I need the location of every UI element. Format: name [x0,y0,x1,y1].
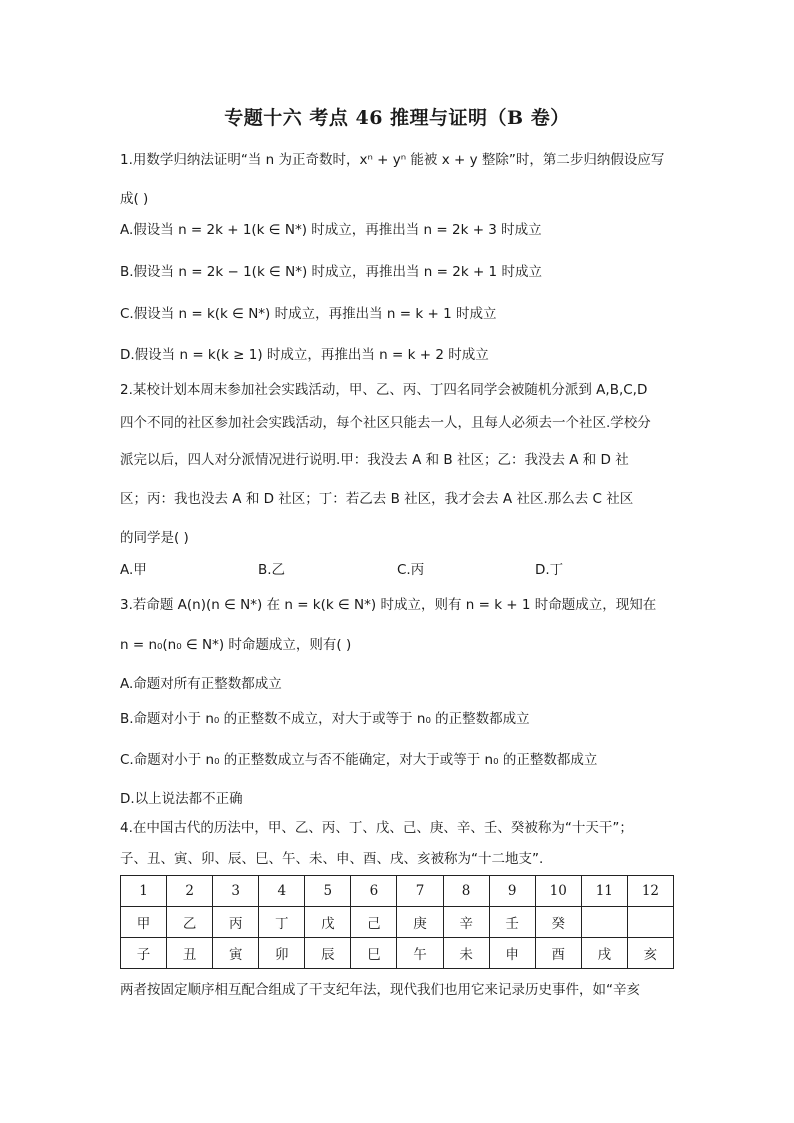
q3-option-d: D.以上说法都不正确 [120,791,243,807]
table-cell: 12 [627,876,673,907]
table-cell: 辛 [443,907,489,938]
q2-option-a: A.甲 [120,562,147,578]
table-cell: 丙 [213,907,259,938]
q1-option-d: D.假设当 n = k(k ≥ 1) 时成立，再推出当 n = k + 2 时成立 [120,347,489,363]
table-cell: 寅 [213,938,259,969]
q2-stem-line-4: 区；丙：我也没去 A 和 D 社区；丁：若乙去 B 社区，我才会去 A 社区.那么去 C 社区 [120,491,634,507]
q3-option-a: A.命题对所有正整数都成立 [120,676,282,692]
table-cell: 11 [581,876,627,907]
q1-stem-line-1: 1.用数学归纳法证明“当 n 为正奇数时，xⁿ + yⁿ 能被 x + y 整除”时，第二步归纳假设应写 [120,152,665,168]
table-cell: 甲 [121,907,167,938]
q2-stem-line-1: 2.某校计划本周末参加社会实践活动，甲、乙、丙、丁四名同学会被随机分派到 A,B,C,D [120,382,648,398]
q4-after-table-line: 两者按固定顺序相互配合组成了干支纪年法，现代我们也用它来记录历史事件，如“辛亥 [120,982,640,998]
q4-stem-line-2: 子、丑、寅、卯、辰、巳、午、未、申、酉、戌、亥被称为“十二地支”. [120,851,544,867]
table-cell: 2 [167,876,213,907]
table-cell: 辰 [305,938,351,969]
table-cell: 8 [443,876,489,907]
table-cell: 亥 [627,938,673,969]
table-cell: 巳 [351,938,397,969]
table-cell [627,907,673,938]
q1-option-a: A.假设当 n = 2k + 1(k ∈ N*) 时成立，再推出当 n = 2k + 3 时成立 [120,222,542,238]
page-title: 专题十六 考点 46 推理与证明（B 卷） [224,107,570,129]
table-cell: 壬 [489,907,535,938]
table-row-tiangan [121,907,674,938]
table-row-dizhi [121,938,674,969]
table-cell: 子 [121,938,167,969]
table-cell: 卯 [259,938,305,969]
q3-option-b: B.命题对小于 n₀ 的正整数不成立，对大于或等于 n₀ 的正整数都成立 [120,711,530,727]
q1-stem-line-2: 成( ) [120,191,149,207]
q3-stem-line-2: n = n₀(n₀ ∈ N*) 时命题成立，则有( ) [120,637,352,653]
q4-stem-line-1: 4.在中国古代的历法中，甲、乙、丙、丁、戊、己、庚、辛、壬、癸被称为“十天干”； [120,820,633,836]
q2-option-d: D.丁 [535,562,564,578]
table-cell: 4 [259,876,305,907]
table-cell: 1 [121,876,167,907]
table-cell: 丑 [167,938,213,969]
q1-option-b: B.假设当 n = 2k − 1(k ∈ N*) 时成立，再推出当 n = 2k + 1 时成立 [120,264,542,280]
table-cell: 申 [489,938,535,969]
table-row-numbers [121,876,674,907]
q2-option-b: B.乙 [258,562,286,578]
q3-stem-line-1: 3.若命题 A(n)(n ∈ N*) 在 n = k(k ∈ N*) 时成立，则有 n = k + 1 时命题成立，现知在 [120,597,657,613]
table-cell: 10 [535,876,581,907]
table-cell: 酉 [535,938,581,969]
table-cell: 3 [213,876,259,907]
q3-option-c: C.命题对小于 n₀ 的正整数成立与否不能确定，对大于或等于 n₀ 的正整数都成立 [120,752,598,768]
q2-option-c: C.丙 [397,562,425,578]
q2-stem-line-2: 四个不同的社区参加社会实践活动，每个社区只能去一人，且每人必须去一个社区.学校分 [120,415,651,431]
q1-option-c: C.假设当 n = k(k ∈ N*) 时成立，再推出当 n = k + 1 时成立 [120,306,497,322]
table-cell: 戊 [305,907,351,938]
table-cell: 庚 [397,907,443,938]
ganzhi-table [120,875,674,969]
table-cell: 癸 [535,907,581,938]
table-cell: 乙 [167,907,213,938]
q2-stem-line-3: 派完以后，四人对分派情况进行说明.甲：我没去 A 和 B 社区；乙：我没去 A 和 D 社 [120,452,629,468]
table-cell: 己 [351,907,397,938]
table-cell: 9 [489,876,535,907]
q2-stem-line-5: 的同学是( ) [120,530,189,546]
table-cell: 戌 [581,938,627,969]
table-cell: 6 [351,876,397,907]
table-cell: 午 [397,938,443,969]
table-cell [581,907,627,938]
table-cell: 7 [397,876,443,907]
table-cell: 5 [305,876,351,907]
table-cell: 丁 [259,907,305,938]
table-cell: 未 [443,938,489,969]
